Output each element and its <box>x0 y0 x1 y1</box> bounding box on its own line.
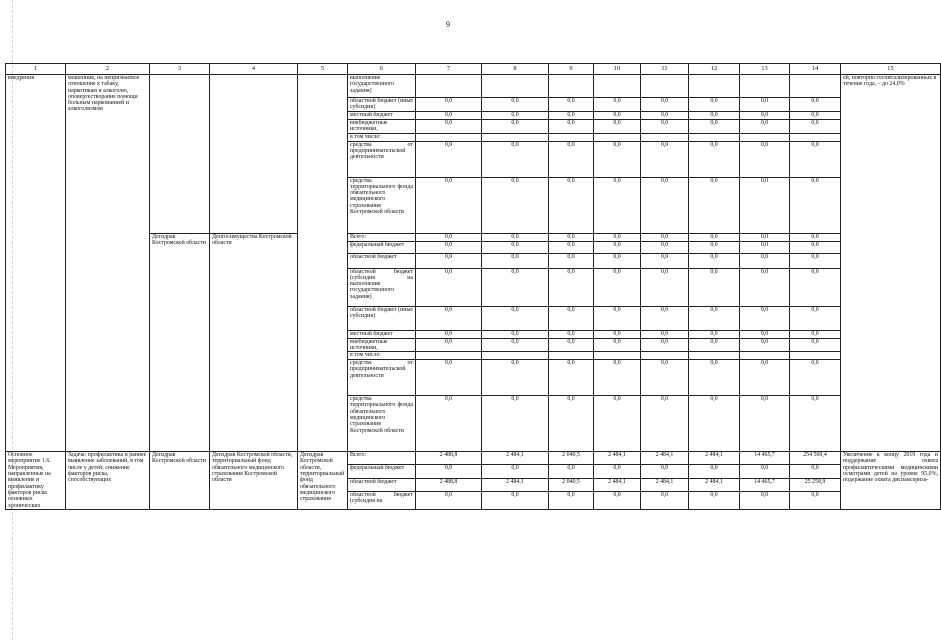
year-value-cell <box>790 352 841 360</box>
year-value-cell: 0,0 <box>416 338 482 352</box>
year-value-cell: 2 484,1 <box>641 478 689 491</box>
year-value-cell: 0,0 <box>740 338 790 352</box>
funding-source-label: в том числе: <box>348 352 416 360</box>
year-value-cell: 0,0 <box>641 141 689 177</box>
year-value-cell: 0,0 <box>594 253 641 268</box>
year-value-cell: 0,0 <box>641 306 689 330</box>
funding-source-label: областной бюджет (субсидия на <box>348 492 416 510</box>
year-value-cell: 14 465,7 <box>740 452 790 465</box>
year-value-cell: 0,0 <box>790 306 841 330</box>
co-executor-cell: Депздрав Костромской области, территориальный фонд обязательного медицинского страхования Костромской области <box>210 452 298 510</box>
column-number: 14 <box>790 64 841 75</box>
year-value-cell <box>790 75 841 98</box>
year-value-cell: 25 258,9 <box>790 478 841 491</box>
column-number: 12 <box>689 64 740 75</box>
funding-source-label: средства территориального фонда обязательного медицинского страхования Костромской области <box>348 396 416 452</box>
year-value-cell: 0,0 <box>740 233 790 241</box>
year-value-cell <box>641 133 689 141</box>
year-value-cell: 0,0 <box>549 241 594 253</box>
funding-source-label: в том числе: <box>348 133 416 141</box>
year-value-cell: 0,0 <box>549 330 594 338</box>
year-value-cell: 0,0 <box>549 268 594 306</box>
year-value-cell: 0,0 <box>689 241 740 253</box>
year-value-cell: 0,0 <box>790 141 841 177</box>
year-value-cell: 0,0 <box>740 112 790 120</box>
year-value-cell: 0,0 <box>416 396 482 452</box>
year-value-cell: 0,0 <box>416 120 482 134</box>
year-value-cell: 0,0 <box>740 396 790 452</box>
year-value-cell: 0,0 <box>594 465 641 478</box>
program-table <box>5 63 941 510</box>
funding-source-label: областной бюджет (иные субсидии) <box>348 306 416 330</box>
year-value-cell: 0,0 <box>790 330 841 338</box>
year-value-cell <box>549 75 594 98</box>
year-value-cell: 0,0 <box>689 177 740 233</box>
year-value-cell <box>740 352 790 360</box>
funding-source-label: федеральный бюджет <box>348 241 416 253</box>
year-value-cell: 0,0 <box>549 253 594 268</box>
year-value-cell <box>416 352 482 360</box>
year-value-cell: 0,0 <box>790 465 841 478</box>
year-value-cell: 0,0 <box>416 112 482 120</box>
funding-source-label: местный бюджет <box>348 330 416 338</box>
year-value-cell: 0,0 <box>689 465 740 478</box>
year-value-cell: 0,0 <box>790 112 841 120</box>
year-value-cell: 0,0 <box>740 268 790 306</box>
year-value-cell: 0,0 <box>594 120 641 134</box>
year-value-cell: 0,0 <box>416 268 482 306</box>
year-value-cell: 0,0 <box>482 233 549 241</box>
year-value-cell: 0,0 <box>790 177 841 233</box>
year-value-cell: 0,0 <box>641 268 689 306</box>
year-value-cell: 0,0 <box>416 241 482 253</box>
year-value-cell: 0,0 <box>740 360 790 396</box>
task-description-cell: мошенник, на непризнаемое отношение к табаку, наркотикам и алкоголю, оповергестворание помощи больным наркоманией и алкоголизмом <box>66 75 150 452</box>
funding-source-label: областной бюджет (иные субсидии) <box>348 98 416 112</box>
year-value-cell <box>482 75 549 98</box>
column-number: 8 <box>482 64 549 75</box>
column-number: 11 <box>641 64 689 75</box>
year-value-cell <box>482 352 549 360</box>
funding-source-label: средства от предпринимательской деятельности <box>348 141 416 177</box>
year-value-cell: 0,0 <box>641 338 689 352</box>
participant-cell <box>298 75 348 452</box>
year-value-cell <box>482 133 549 141</box>
year-value-cell: 0,0 <box>641 360 689 396</box>
funding-source-label: федеральный бюджет <box>348 465 416 478</box>
executor-cell <box>150 75 210 234</box>
year-value-cell: 0,0 <box>790 98 841 112</box>
year-value-cell <box>641 352 689 360</box>
table-row <box>6 75 941 98</box>
year-value-cell: 0,0 <box>549 360 594 396</box>
year-value-cell: 0,0 <box>549 120 594 134</box>
year-value-cell: 0,0 <box>790 233 841 241</box>
year-value-cell: 254 569,4 <box>790 452 841 465</box>
year-value-cell: 0,0 <box>641 396 689 452</box>
year-value-cell: 0,0 <box>482 268 549 306</box>
column-number: 15 <box>841 64 941 75</box>
year-value-cell: 0,0 <box>482 492 549 510</box>
year-value-cell: 0,0 <box>594 112 641 120</box>
year-value-cell: 0,0 <box>689 306 740 330</box>
year-value-cell <box>416 75 482 98</box>
year-value-cell: 0,0 <box>740 492 790 510</box>
year-value-cell <box>740 75 790 98</box>
year-value-cell: 0,0 <box>416 492 482 510</box>
year-value-cell: 0,0 <box>416 360 482 396</box>
participant-cell: Депздрав Костромской области, территориальный фонд обязательного медицинского страхования <box>298 452 348 510</box>
year-value-cell: 0,0 <box>549 112 594 120</box>
funding-source-label: Всего: <box>348 233 416 241</box>
year-value-cell: 0,0 <box>740 253 790 268</box>
column-number: 5 <box>298 64 348 75</box>
year-value-cell: 2 488,8 <box>416 452 482 465</box>
year-value-cell: 0,0 <box>740 141 790 177</box>
year-value-cell: 0,0 <box>740 306 790 330</box>
column-number: 7 <box>416 64 482 75</box>
funding-source-label: Всего: <box>348 452 416 465</box>
year-value-cell: 0,0 <box>790 253 841 268</box>
year-value-cell: 2 040,5 <box>549 452 594 465</box>
year-value-cell: 0,0 <box>641 253 689 268</box>
task-description-cell: Задача: профилактика и раннее выявление заболеваний, в том числе у детей; снижение факторов риска, способствующих <box>66 452 150 510</box>
year-value-cell: 0,0 <box>594 360 641 396</box>
year-value-cell: 0,0 <box>549 338 594 352</box>
year-value-cell: 0,0 <box>689 233 740 241</box>
year-value-cell: 0,0 <box>790 338 841 352</box>
year-value-cell: 0,0 <box>740 330 790 338</box>
year-value-cell: 0,0 <box>641 330 689 338</box>
year-value-cell: 0,0 <box>482 338 549 352</box>
year-value-cell <box>689 352 740 360</box>
year-value-cell: 0,0 <box>641 120 689 134</box>
year-value-cell: 0,0 <box>594 268 641 306</box>
year-value-cell: 2 484,1 <box>641 452 689 465</box>
funding-source-label: местный бюджет <box>348 112 416 120</box>
year-value-cell: 0,0 <box>790 241 841 253</box>
funding-source-label: средства территориального фонда обязательного медицинского страхования Костромской области <box>348 177 416 233</box>
column-number: 13 <box>740 64 790 75</box>
year-value-cell: 0,0 <box>594 233 641 241</box>
year-value-cell: 0,0 <box>689 492 740 510</box>
column-number: 10 <box>594 64 641 75</box>
year-value-cell: 0,0 <box>641 233 689 241</box>
year-value-cell <box>641 75 689 98</box>
year-value-cell: 0,0 <box>482 98 549 112</box>
year-value-cell: 0,0 <box>641 112 689 120</box>
year-value-cell: 2 488,8 <box>416 478 482 491</box>
year-value-cell: 0,0 <box>482 120 549 134</box>
year-value-cell: 0,0 <box>689 360 740 396</box>
funding-source-label: внебюджетные источники, <box>348 338 416 352</box>
year-value-cell: 0,0 <box>549 177 594 233</box>
year-value-cell: 0,0 <box>641 177 689 233</box>
header-row <box>6 64 941 75</box>
year-value-cell: 0,0 <box>689 268 740 306</box>
year-value-cell: 0,0 <box>689 396 740 452</box>
page-number: 9 <box>446 20 450 29</box>
year-value-cell: 2 484,1 <box>594 452 641 465</box>
year-value-cell: 0,0 <box>790 360 841 396</box>
year-value-cell: 0,0 <box>689 330 740 338</box>
expected-result-cell: Увеличение к концу 2019 года и поддержание охвата профилактическими медицинскими осмотрами детей на уровне 95,0%, подержание охвата диспансериза- <box>841 452 941 510</box>
year-value-cell: 0,0 <box>641 241 689 253</box>
year-value-cell: 0,0 <box>594 306 641 330</box>
year-value-cell: 2 484,1 <box>689 478 740 491</box>
year-value-cell: 0,0 <box>482 253 549 268</box>
year-value-cell: 0,0 <box>482 465 549 478</box>
funding-source-label: областной бюджет (субсидия на выполнение государственного задания) <box>348 268 416 306</box>
column-number: 1 <box>6 64 66 75</box>
year-value-cell <box>740 133 790 141</box>
year-value-cell: 0,0 <box>549 98 594 112</box>
column-number: 3 <box>150 64 210 75</box>
funding-source-label: областной бюджет <box>348 253 416 268</box>
year-value-cell: 0,0 <box>549 396 594 452</box>
column-number: 9 <box>549 64 594 75</box>
year-value-cell: 0,0 <box>416 233 482 241</box>
funding-source-label: внебюджетные источники, <box>348 120 416 134</box>
year-value-cell: 2 484,1 <box>482 478 549 491</box>
year-value-cell: 0,0 <box>594 330 641 338</box>
year-value-cell: 0,0 <box>641 98 689 112</box>
year-value-cell: 0,0 <box>482 112 549 120</box>
year-value-cell: 0,0 <box>790 120 841 134</box>
year-value-cell: 2 040,5 <box>549 478 594 491</box>
year-value-cell: 0,0 <box>594 177 641 233</box>
year-value-cell: 0,0 <box>740 120 790 134</box>
column-number: 4 <box>210 64 298 75</box>
year-value-cell: 0,0 <box>594 141 641 177</box>
year-value-cell: 0,0 <box>482 360 549 396</box>
funding-source-label: областной бюджет <box>348 478 416 491</box>
year-value-cell: 0,0 <box>641 492 689 510</box>
year-value-cell: 0,0 <box>549 465 594 478</box>
executor-cell: Депздрав Костромской области <box>150 233 210 452</box>
year-value-cell <box>549 352 594 360</box>
year-value-cell <box>790 133 841 141</box>
year-value-cell: 0,0 <box>594 98 641 112</box>
year-value-cell: 0,0 <box>594 338 641 352</box>
year-value-cell: 0,0 <box>594 492 641 510</box>
year-value-cell: 0,0 <box>482 141 549 177</box>
year-value-cell <box>549 133 594 141</box>
year-value-cell: 0,0 <box>416 465 482 478</box>
executor-cell: Депздрав Костромской области <box>150 452 210 510</box>
year-value-cell: 0,0 <box>549 141 594 177</box>
year-value-cell: 0,0 <box>790 396 841 452</box>
year-value-cell: 0,0 <box>689 253 740 268</box>
event-name-cell: внедрения <box>6 75 66 452</box>
year-value-cell: 0,0 <box>416 306 482 330</box>
year-value-cell: 0,0 <box>594 241 641 253</box>
year-value-cell <box>594 75 641 98</box>
year-value-cell <box>416 133 482 141</box>
year-value-cell: 0,0 <box>416 141 482 177</box>
funding-source-label: выполнение государственного задания) <box>348 75 416 98</box>
year-value-cell <box>594 133 641 141</box>
year-value-cell: 14 465,7 <box>740 478 790 491</box>
year-value-cell: 0,0 <box>549 306 594 330</box>
year-value-cell: 0,0 <box>740 177 790 233</box>
year-value-cell: 0,0 <box>689 120 740 134</box>
year-value-cell: 0,0 <box>641 465 689 478</box>
year-value-cell <box>594 352 641 360</box>
expected-result-cell: ей, повторно госпитализированных в течение года, – до 24,0% <box>841 75 941 452</box>
year-value-cell: 0,0 <box>689 338 740 352</box>
year-value-cell: 0,0 <box>482 241 549 253</box>
year-value-cell: 0,0 <box>549 492 594 510</box>
co-executor-cell: Депгосимущества Костромской области <box>210 233 298 452</box>
year-value-cell: 0,0 <box>482 306 549 330</box>
year-value-cell: 0,0 <box>790 268 841 306</box>
year-value-cell: 0,0 <box>790 492 841 510</box>
column-number: 6 <box>348 64 416 75</box>
column-number: 2 <box>66 64 150 75</box>
co-executor-cell <box>210 75 298 234</box>
year-value-cell: 0,0 <box>549 233 594 241</box>
year-value-cell: 0,0 <box>482 396 549 452</box>
year-value-cell: 2 484,1 <box>482 452 549 465</box>
year-value-cell <box>689 133 740 141</box>
event-name-cell: Основное мероприятие 1.6. Мероприятия, направленные на выявление и профилактику факторов риска основных хронических <box>6 452 66 510</box>
year-value-cell: 0,0 <box>740 241 790 253</box>
year-value-cell: 0,0 <box>689 112 740 120</box>
year-value-cell: 0,0 <box>689 98 740 112</box>
year-value-cell: 0,0 <box>482 330 549 338</box>
year-value-cell <box>689 75 740 98</box>
year-value-cell: 0,0 <box>740 98 790 112</box>
year-value-cell: 0,0 <box>740 465 790 478</box>
year-value-cell: 0,0 <box>416 330 482 338</box>
year-value-cell: 2 484,1 <box>594 478 641 491</box>
year-value-cell: 0,0 <box>416 253 482 268</box>
year-value-cell: 0,0 <box>416 177 482 233</box>
year-value-cell: 0,0 <box>416 98 482 112</box>
year-value-cell: 0,0 <box>482 177 549 233</box>
year-value-cell: 0,0 <box>594 396 641 452</box>
year-value-cell: 2 484,1 <box>689 452 740 465</box>
table-row <box>6 452 941 465</box>
year-value-cell: 0,0 <box>689 141 740 177</box>
funding-source-label: средства от предпринимательской деятельности <box>348 360 416 396</box>
